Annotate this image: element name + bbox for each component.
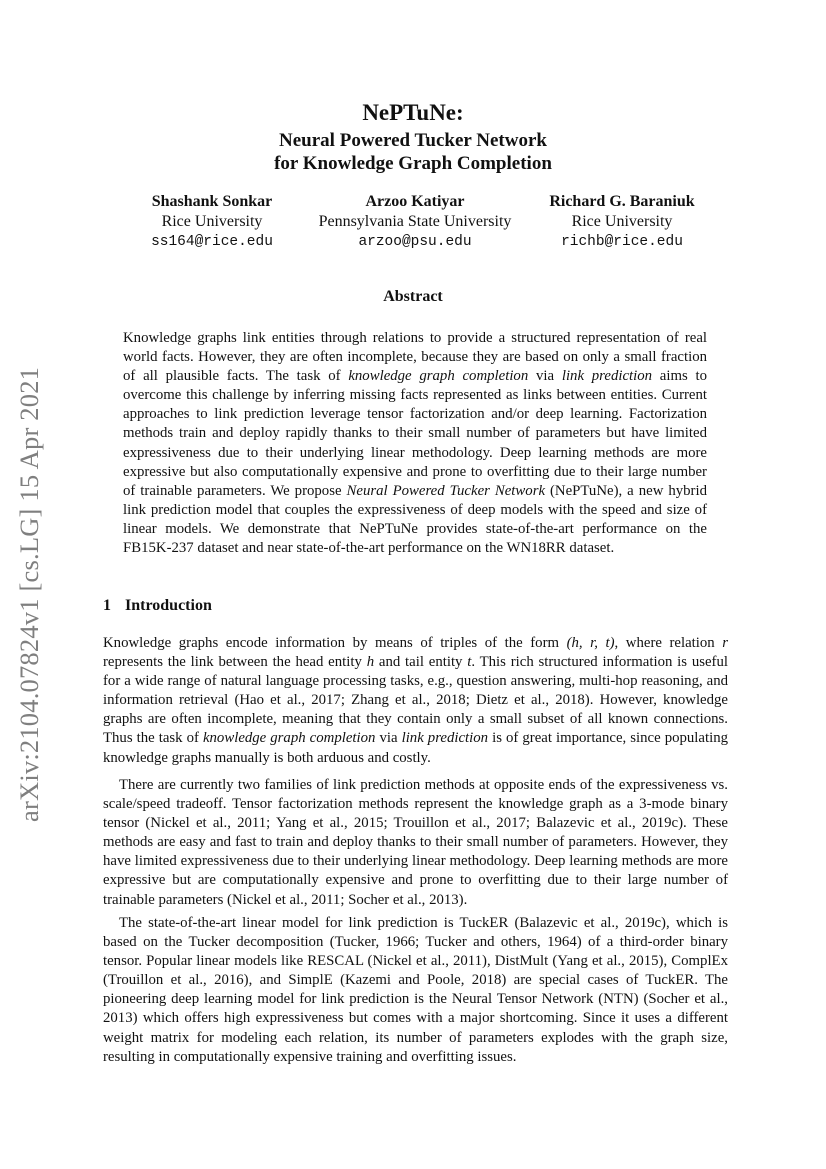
author-name: Shashank Sonkar (151, 193, 273, 210)
paper-title: NePTuNe: (362, 100, 464, 125)
math-inline: r (722, 635, 729, 651)
abstract-heading: Abstract (383, 288, 443, 305)
paragraph-emph: knowledge graph completion (202, 730, 376, 747)
paragraph-3 (103, 914, 728, 1067)
paragraph-text: represents the link between the head entity (103, 654, 367, 671)
math-inline: t (467, 654, 472, 671)
paragraph-2 (103, 776, 728, 910)
paragraph-text: , where relation (614, 635, 723, 651)
section-number: 1 (103, 597, 111, 614)
author-name: Richard G. Baraniuk (549, 193, 695, 210)
author-name: Arzoo Katiyar (365, 193, 465, 210)
abstract-text: Knowledge graphs link entities through relations to provide a structured representation of real world facts. However, they are often incomplete, because they are based on only a small fraction of all plausible facts. The task of (123, 330, 707, 385)
section-title: Introduction (125, 597, 212, 614)
paragraph-text: is of great importance, since populating knowledge graphs manually is both arduous and costly. (103, 730, 728, 766)
paragraph-text: The state-of-the-art linear model for link prediction is TuckER (Balazevic et al., 2019c), which is based on the Tucker decomposition (Tucker, 1966; Tucker and others, 1964) of a third-order binary tensor. Popular linear models like RESCAL (Nickel et al., 2011), DistMult (Yang et al., 2015), ComplEx (Trouillon et al., 2016), and SimplE (Kazemi and Poole, 2018) are special cases of TuckER. The pioneering deep learning model for link prediction is the Neural Tensor Network (NTN) (Socher et al., 2013) which offers high expressiveness but comes with a major shortcoming. Since it uses a different weight matrix for modeling each relation, its number of parameters explodes with the graph size, resulting in computationally expensive training and overfitting issues. (103, 915, 728, 1065)
paragraph-text: and tail entity (374, 654, 468, 671)
abstract-text: (NePTuNe), a new hybrid link prediction model that couples the expressiveness of deep models with the speed and size of linear models. We demonstrate that NePTuNe provides state-of-the-art performance on the FB15K-237 dataset and near state-of-the-art performance on the WN18RR dataset. (123, 482, 707, 557)
author-affiliation: Rice University (571, 213, 673, 230)
author-3 (502, 192, 742, 252)
paragraph-text: via (375, 730, 402, 747)
author-email[interactable]: arzoo@psu.edu (358, 234, 472, 250)
abstract-body (123, 329, 707, 558)
abstract-text: aims to overcome this challenge by inferring missing facts represented as links between entities. Current approaches to link prediction leverage tensor factorization and/or deep learning. Factorization methods train and deploy rapidly thanks to their small number of parameters but have limited expressiveness due to their underlying linear methodology. Deep learning methods are more expressive but also computationally expensive and prone to overfitting due to their large number of trainable parameters. We propose (123, 368, 708, 499)
abstract-emph: Neural Powered Tucker Network (346, 482, 546, 499)
section-heading (103, 597, 212, 615)
paper-subtitle (0, 129, 826, 175)
math-inline: h (366, 654, 375, 671)
author-affiliation: Pennsylvania State University (318, 213, 512, 230)
arxiv-stamp-text: arXiv:2104.07824v1 [cs.LG] 15 Apr 2021 (14, 366, 44, 822)
paragraph-emph: link prediction (401, 730, 489, 747)
author-list (0, 192, 826, 262)
abstract-text: via (528, 368, 562, 385)
paragraph-text: There are currently two families of link prediction methods at opposite ends of the expressiveness vs. scale/speed tradeoff. Tensor factorization methods represent the knowledge graph as a 3-mode binary tensor (Nickel et al., 2011; Yang et al., 2015; Trouillon et al., 2017; Balazevic et al., 2019c). These methods are easy and fast to train and deploy thanks to their small number of parameters. However, they have limited expressiveness due to their underlying linear methodology. Deep learning methods are more expressive but are computationally expensive and prone to overfitting due to their large number of trainable parameters (Nickel et al., 2011; Socher et al., 2013). (103, 777, 728, 908)
paragraph-text: . This rich structured information is useful for a wide range of natural language processing tasks, e.g., question answering, multi-hop reasoning, and information retrieval (Hao et al., 2017; Zhang et al., 2018; Dietz et al., 2018). However, knowledge graphs are often incomplete, meaning that they contain only a small subset of all known connections. Thus the task of (103, 654, 728, 747)
author-email[interactable]: ss164@rice.edu (151, 234, 273, 250)
paragraph-1 (103, 634, 728, 768)
author-affiliation: Rice University (161, 213, 263, 230)
math-inline: (h, r, t) (566, 635, 615, 651)
subtitle-line-2: for Knowledge Graph Completion (274, 153, 552, 174)
abstract-emph: knowledge graph completion (348, 368, 529, 385)
author-email[interactable]: richb@rice.edu (561, 234, 683, 250)
author-2 (295, 192, 535, 252)
abstract-emph: link prediction (561, 368, 653, 385)
subtitle-line-1: Neural Powered Tucker Network (279, 130, 547, 151)
paragraph-text: Knowledge graphs encode information by means of triples of the form (103, 635, 567, 651)
